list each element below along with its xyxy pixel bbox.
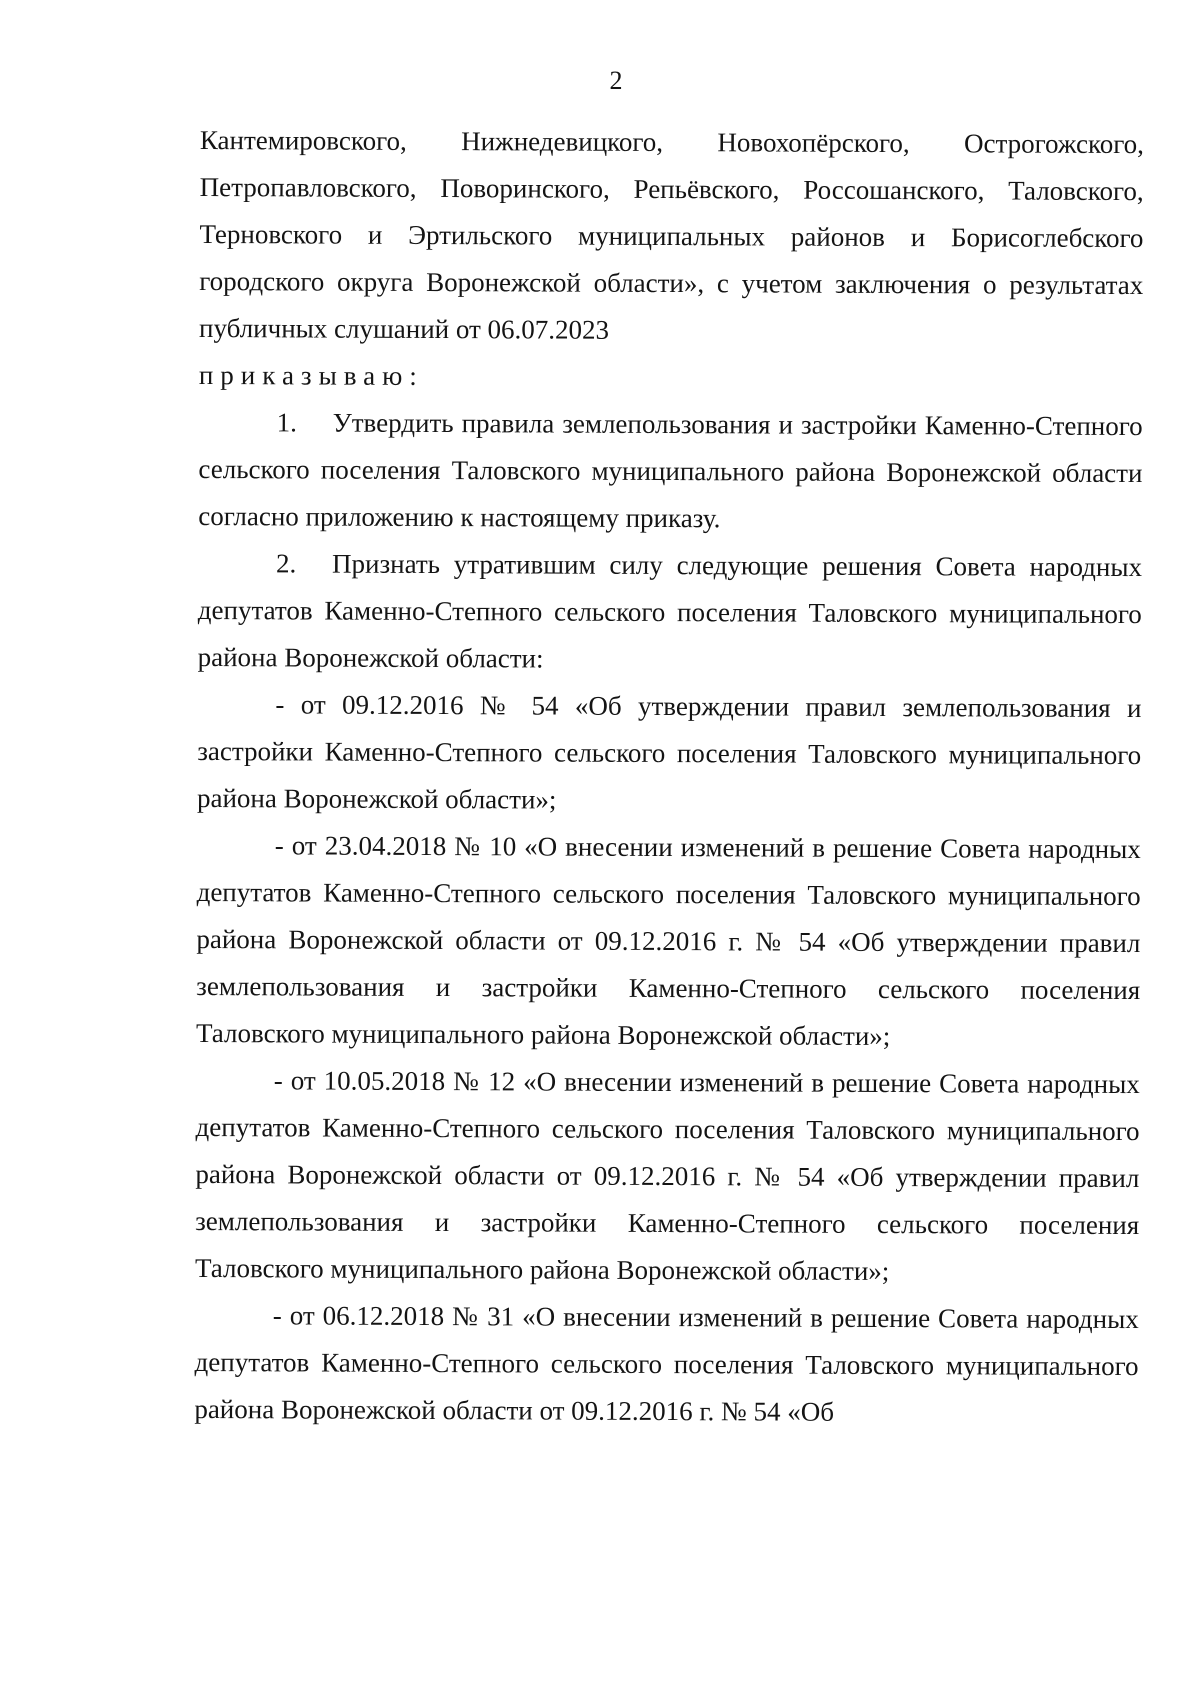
item-2-text: Признать утратившим силу следующие решения Совета народных депутатов Каменно-Степного сельского поселения Таловского муниципального района Воронежской области: [197,548,1143,674]
intro-paragraph: Кантемировского, Нижнедевицкого, Новохопёрского, Острогожского, Петропавловского, Поворинского, Репьёвского, Россошанского, Таловского, Терновского и Эртильского муниципальных районов и Борисоглебского городского округа Воронежской области», с учетом заключения о результатах публичных слушаний от 06.07.2023 [199,124,1144,345]
item-1-text: Утвердить правила землепользования и застройки Каменно-Степного сельского поселения Таловского муниципального района Воронежской области согласно приложению к настоящему приказу. [198,407,1143,534]
item-2 [198,540,1143,685]
decision-4: - от 06.12.2018 № 31 «О внесении изменений в решение Совета народных депутатов Каменно-Степного сельского поселения Таловского муниципального района Воронежской области от 09.12.2016 г. № 54 «Об [194,1300,1139,1427]
order-word: приказываю: [198,359,424,391]
page-number: 2 [609,66,623,95]
document-body [194,117,1144,1437]
item-1-number: 1. [276,407,297,438]
decision-3: - от 10.05.2018 № 12 «О внесении изменений в решение Совета народных депутатов Каменно-Степного сельского поселения Таловского муниципального района Воронежской области от 09.12.2016 г. № 54 «Об утверждении правил землепользования и застройки Каменно-Степного сельского поселения Таловского муниципального района Воронежской области»; [194,1065,1140,1287]
item-2-number: 2. [275,548,297,579]
item-1 [198,399,1143,544]
decision-1: - от 09.12.2016 № 54 «Об утверждении правил землепользования и застройки Каменно-Степного сельского поселения Таловского муниципального района Воронежской области»; [196,689,1142,815]
decision-2: - от 23.04.2018 № 10 «О внесении изменений в решение Совета народных депутатов Каменно-Степного сельского поселения Таловского муниципального района Воронежской области от 09.12.2016 г. № 54 «Об утверждении правил землепользования и застройки Каменно-Степного сельского поселения Таловского муниципального района Воронежской области»; [195,830,1141,1052]
